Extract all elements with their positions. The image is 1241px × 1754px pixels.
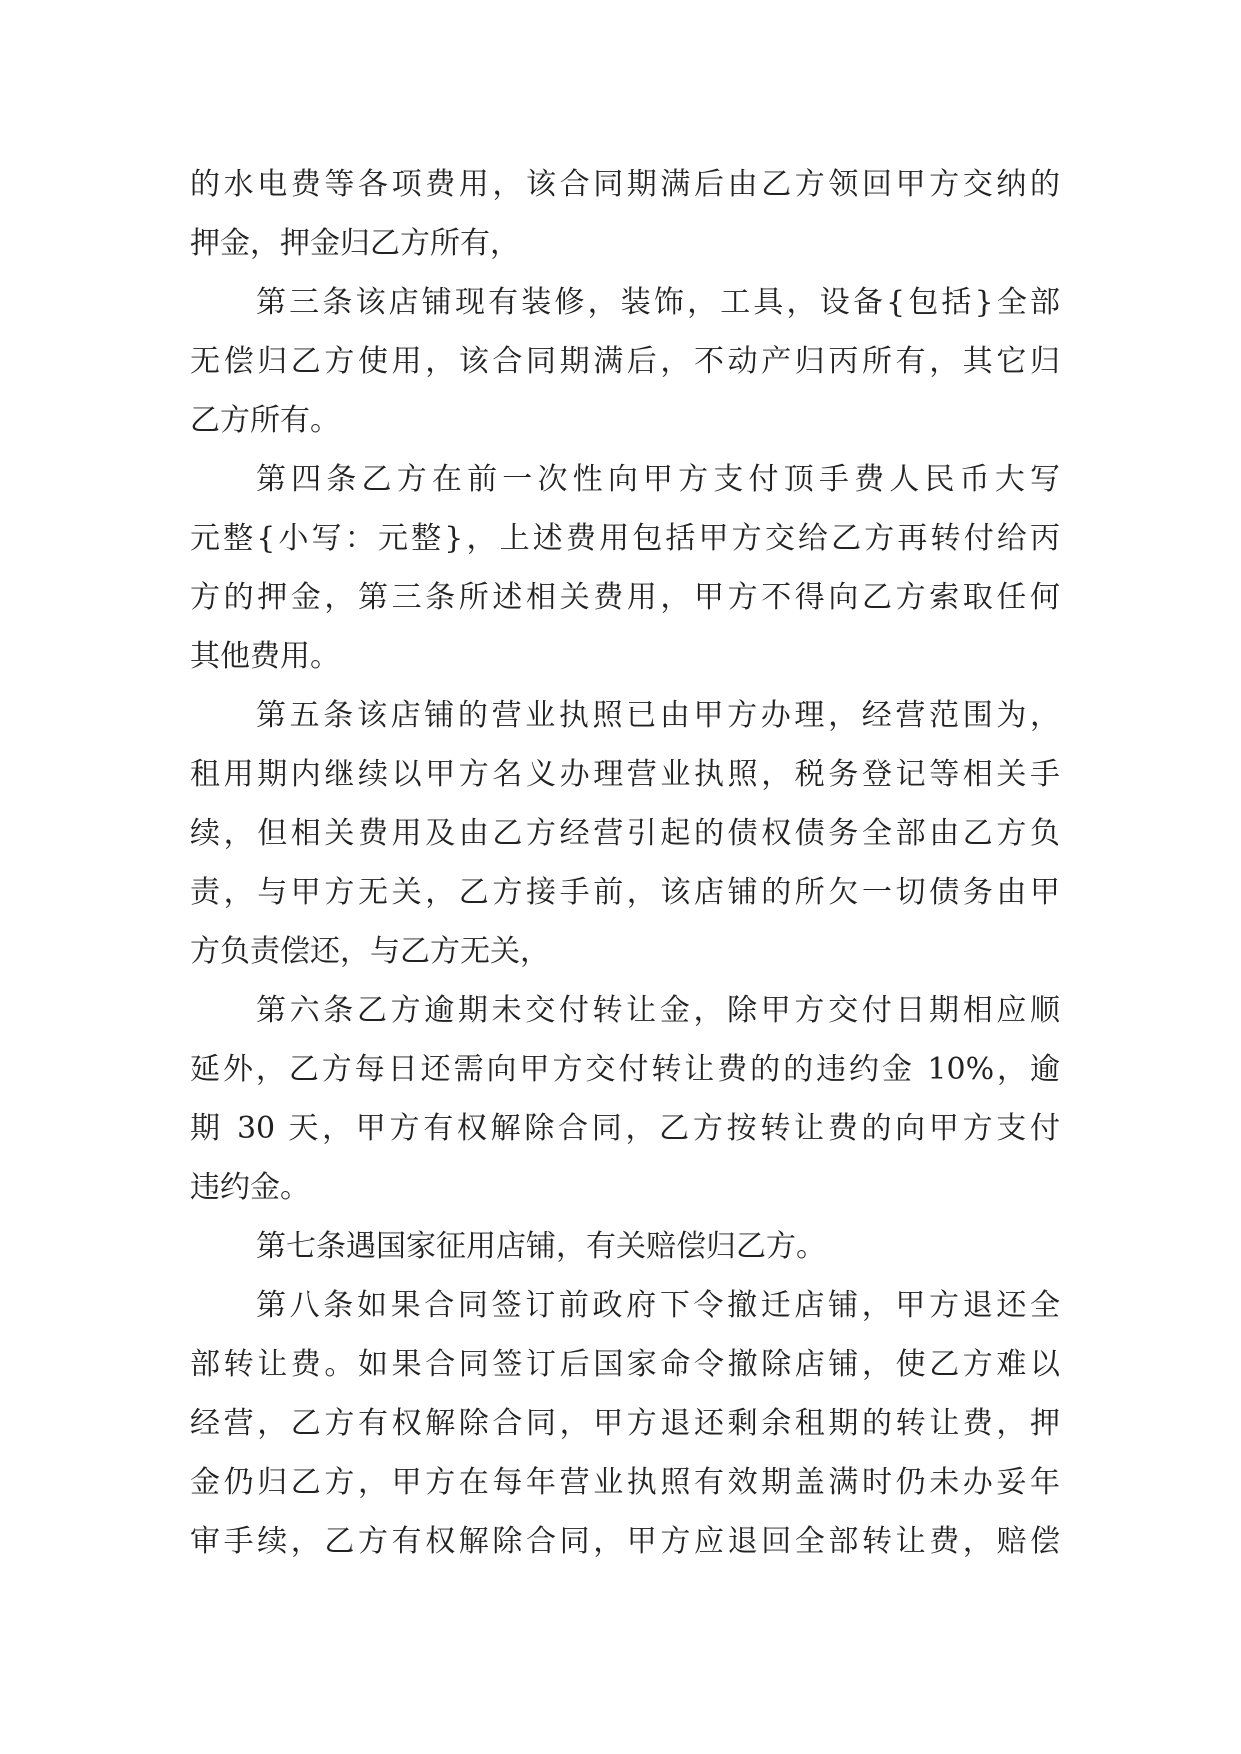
text-line: 违约金。 [190,1170,310,1205]
text-line: 租用期内继续以甲方名义办理营业执照，税务登记等相关手 [190,757,1060,792]
text-line: 期 30 天，甲方有权解除合同，乙方按转让费的向甲方支付 [190,1111,1060,1146]
paragraph [190,1217,1060,1276]
text-line: 的水电费等各项费用，该合同期满后由乙方领回甲方交纳的 [190,167,1060,202]
paragraph [190,981,1060,1217]
text-line: 无偿归乙方使用，该合同期满后，不动产归丙所有，其它归 [190,344,1060,379]
paragraph [190,450,1060,686]
text-line: 审手续，乙方有权解除合同，甲方应退回全部转让费，赔偿 [190,1524,1060,1559]
paragraph [190,273,1060,450]
text-line: 责，与甲方无关，乙方接手前，该店铺的所欠一切债务由甲 [190,875,1060,910]
text-line: 其他费用。 [190,639,340,674]
text-line: 金仍归乙方，甲方在每年营业执照有效期盖满时仍未办妥年 [190,1465,1060,1500]
text-line: 经营，乙方有权解除合同，甲方退还剩余租期的转让费，押 [190,1406,1060,1441]
text-line: 第七条遇国家征用店铺，有关赔偿归乙方。 [256,1229,826,1264]
paragraph [190,155,1060,273]
text-line: 第八条如果合同签订前政府下令撤迁店铺，甲方退还全 [256,1288,1060,1323]
text-line: 部转让费。如果合同签订后国家命令撤除店铺，使乙方难以 [190,1347,1060,1382]
text-line: 方的押金，第三条所述相关费用，甲方不得向乙方索取任何 [190,580,1060,615]
text-line: 第六条乙方逾期未交付转让金，除甲方交付日期相应顺 [256,993,1060,1028]
text-line: 元整{小写：元整}，上述费用包括甲方交给乙方再转付给丙 [190,521,1060,556]
text-line: 乙方所有。 [190,403,340,438]
text-line: 续，但相关费用及由乙方经营引起的债权债务全部由乙方负 [190,816,1060,851]
text-line: 第五条该店铺的营业执照已由甲方办理，经营范围为， [256,698,1060,733]
text-line: 方负责偿还，与乙方无关， [190,934,550,969]
text-line: 押金，押金归乙方所有， [190,226,520,261]
text-line: 第三条该店铺现有装修，装饰，工具，设备{包括}全部 [256,285,1060,320]
document-body [190,155,1060,1571]
text-line: 延外，乙方每日还需向甲方交付转让费的的违约金 10%，逾 [190,1052,1060,1087]
paragraph [190,686,1060,981]
paragraph [190,1276,1060,1571]
text-line: 第四条乙方在前一次性向甲方支付顶手费人民币大写 [256,462,1060,497]
